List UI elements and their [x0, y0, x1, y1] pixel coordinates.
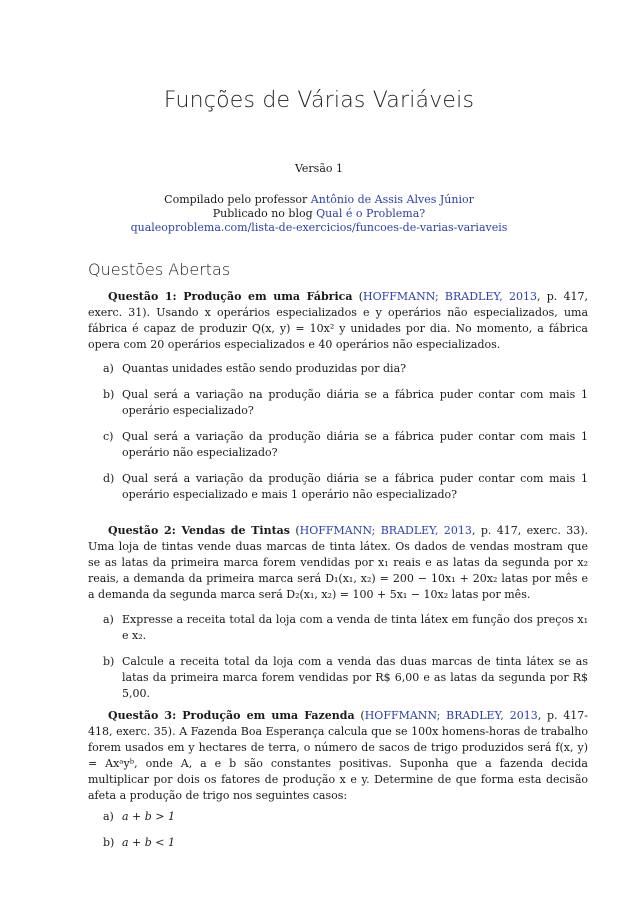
question-1-cite-close: , p. 417, exerc. 31). — [88, 290, 588, 319]
list-item — [88, 471, 588, 503]
question-1-cite-open: ( — [352, 290, 363, 303]
item-text: a + b < 1 — [122, 836, 176, 849]
item-label: a) — [103, 613, 114, 626]
item-text: a + b > 1 — [122, 810, 176, 823]
list-item — [88, 654, 588, 702]
item-text: Expresse a receita total da loja com a venda de tinta látex em função dos preços x₁ e x₂. — [122, 613, 588, 642]
question-3-heading: Questão 3: Produção em uma Fazenda — [108, 709, 355, 722]
item-label: a) — [103, 362, 114, 375]
question-3 — [88, 708, 588, 804]
question-1-body: Usando x operários especializados e y operários não especializados, uma fábrica é capaz de produzir Q(x, y) = 10x² y unidades por dia. No momento, a fábrica opera com 20 operários especializados e 40 operários não especializados. — [88, 306, 589, 351]
blog-link[interactable]: Qual é o Problema? — [316, 207, 426, 220]
item-label: a) — [103, 810, 114, 823]
section-title: Questões Abertas — [88, 260, 231, 279]
item-label: b) — [103, 388, 115, 401]
question-1-heading: Questão 1: Produção em uma Fábrica — [108, 290, 353, 303]
list-item — [88, 835, 588, 851]
item-text: Calcule a receita total da loja com a venda das duas marcas de tinta látex se as latas da primeira marca forem vendidas por R$ 6,00 e as latas da segunda por R$ 5,00. — [122, 655, 588, 700]
item-label: c) — [103, 430, 114, 443]
published-prefix: Publicado no blog — [212, 207, 317, 220]
compiled-prefix: Compilado pelo professor — [164, 193, 311, 206]
url-line — [0, 221, 638, 235]
compiled-by-line — [0, 193, 638, 207]
url-link[interactable]: qualeoproblema.com/lista-de-exercicios/funcoes-de-varias-variaveis — [130, 221, 508, 234]
question-2 — [88, 523, 588, 603]
list-item — [88, 361, 588, 377]
question-2-heading: Questão 2: Vendas de Tintas — [108, 524, 290, 537]
question-2-cite-close: , p. 417, exerc. 33). — [471, 524, 589, 537]
question-1 — [88, 289, 588, 353]
list-item — [88, 809, 588, 825]
list-item — [88, 429, 588, 461]
question-3-items — [88, 809, 588, 861]
list-item — [88, 612, 588, 644]
question-3-cite-open: ( — [354, 709, 365, 722]
question-3-citation-link[interactable]: HOFFMANN; BRADLEY, 2013 — [364, 709, 538, 722]
item-label: b) — [103, 655, 115, 668]
published-line — [0, 207, 638, 221]
item-text: Qual será a variação da produção diária se a fábrica puder contar com mais 1 operário não especializado? — [122, 430, 588, 459]
item-text: Qual será a variação na produção diária se a fábrica puder contar com mais 1 operário especializado? — [122, 388, 588, 417]
item-text: Qual será a variação da produção diária se a fábrica puder contar com mais 1 operário especializado e mais 1 operário não especializado? — [122, 472, 588, 501]
question-1-items — [88, 361, 588, 513]
question-2-body: Uma loja de tintas vende duas marcas de tinta látex. Os dados de vendas mostram que se as latas da primeira marca forem vendidas por x₁ reais e as latas da segunda por x₂ reais, a demanda da primeira marca será D₁(x₁, x₂) = 200 − 10x₁ + 20x₂ latas por mês e a demanda da segunda marca será D₂(x₁, x₂) = 100 + 5x₁ − 10x₂ latas por mês. — [88, 540, 588, 601]
version-label: Versão 1 — [294, 162, 344, 175]
item-label: b) — [103, 836, 115, 849]
question-3-cite-close: , p. 417-418, exerc. 35). — [88, 709, 588, 738]
document-title: Funções de Várias Variáveis — [163, 88, 475, 113]
question-2-cite-open: ( — [289, 524, 300, 537]
credits-block — [0, 193, 638, 235]
item-label: d) — [103, 472, 115, 485]
question-2-citation-link[interactable]: HOFFMANN; BRADLEY, 2013 — [299, 524, 472, 537]
author-link[interactable]: Antônio de Assis Alves Júnior — [310, 193, 474, 206]
question-3-body: A Fazenda Boa Esperança calcula que se 100x homens-horas de trabalho forem usados em y hectares de terra, o número de sacos de trigo produzidos será f(x, y) = Axᵃyᵇ, onde A, a e b são constantes positivas. Suponha que a fazenda decida multiplicar por dois os fatores de produção x e y. Determine de que forma esta decisão afeta a produção de trigo nos seguintes casos: — [88, 725, 588, 802]
list-item — [88, 387, 588, 419]
item-text: Quantas unidades estão sendo produzidas por dia? — [122, 362, 407, 375]
question-2-items — [88, 612, 588, 712]
question-1-citation-link[interactable]: HOFFMANN; BRADLEY, 2013 — [363, 290, 537, 303]
